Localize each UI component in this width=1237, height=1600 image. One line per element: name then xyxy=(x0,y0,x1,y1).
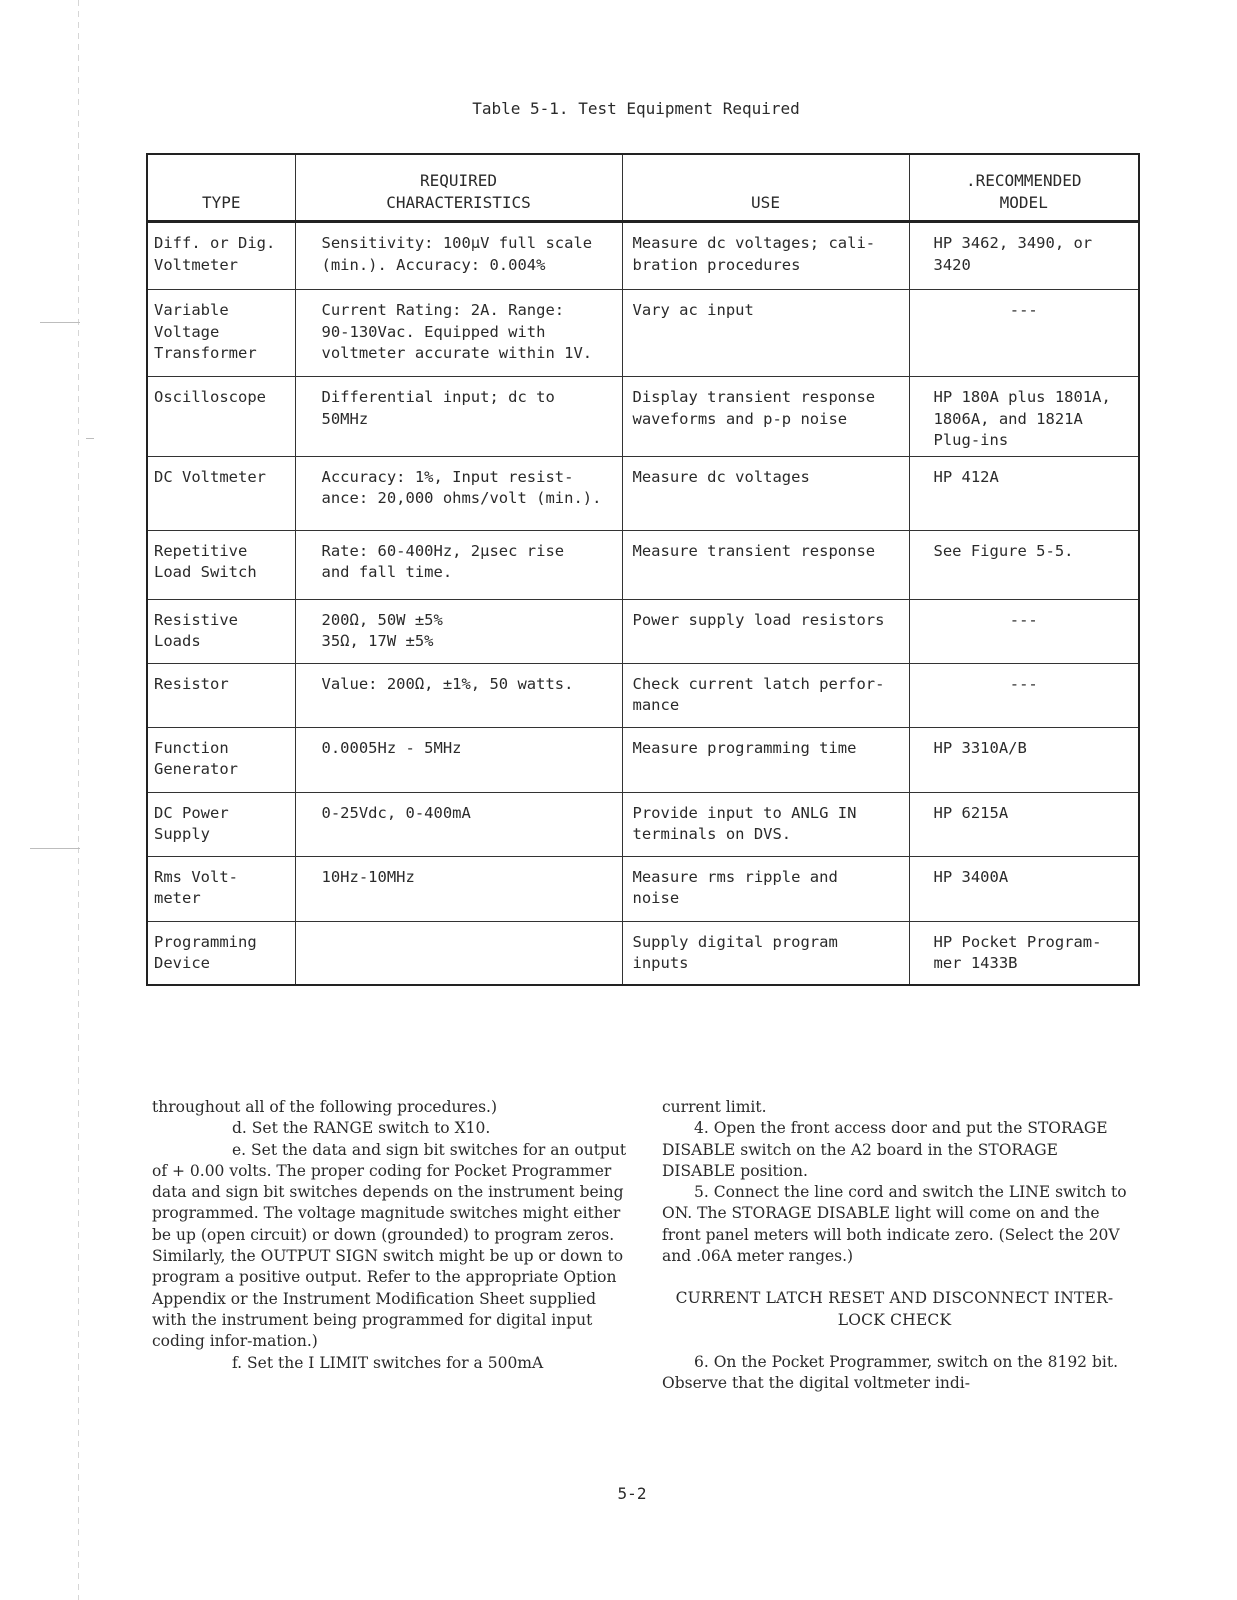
cell-characteristics: 0-25Vdc, 0-400mA xyxy=(295,792,622,856)
cell-use: Measure rms ripple and noise xyxy=(622,856,909,921)
paragraph: throughout all of the following procedures.) xyxy=(152,1098,498,1116)
cell-characteristics xyxy=(295,921,622,985)
cell-characteristics: 10Hz-10MHz xyxy=(295,856,622,921)
cell-type: DC Voltmeter xyxy=(147,456,295,530)
cell-model: HP 3462, 3490, or 3420 xyxy=(909,222,1139,290)
cell-type: Oscilloscope xyxy=(147,377,295,457)
paragraph: current limit. xyxy=(662,1098,767,1116)
paragraph: 5. Connect the line cord and switch the LINE switch to ON. The STORAGE DISABLE light will come on and the front panel meters will both indicate zero. (Select the 20V and .06A meter ranges.) xyxy=(662,1183,1127,1266)
cell-use: Provide input to ANLG IN terminals on DVS. xyxy=(622,792,909,856)
cell-type: DC Power Supply xyxy=(147,792,295,856)
cell-model: --- xyxy=(909,663,1139,727)
cell-use: Check current latch perfor- mance xyxy=(622,663,909,727)
cell-characteristics: Current Rating: 2A. Range: 90-130Vac. Equipped with voltmeter accurate within 1V. xyxy=(295,290,622,377)
cell-characteristics: Rate: 60-400Hz, 2µsec rise and fall time. xyxy=(295,530,622,599)
paragraph: 6. On the Pocket Programmer, switch on the 8192 bit. Observe that the digital voltmeter indi- xyxy=(662,1352,1119,1393)
cell-type: Repetitive Load Switch xyxy=(147,530,295,599)
cell-type: Diff. or Dig. Voltmeter xyxy=(147,222,295,290)
column-header-type: TYPE xyxy=(147,154,295,222)
cell-type: Resistive Loads xyxy=(147,599,295,663)
table-row xyxy=(147,663,1139,727)
cell-model: HP Pocket Program- mer 1433B xyxy=(909,921,1139,985)
cell-model: HP 412A xyxy=(909,456,1139,530)
cell-type: Resistor xyxy=(147,663,295,727)
cell-characteristics: Differential input; dc to 50MHz xyxy=(295,377,622,457)
cell-use: Power supply load resistors xyxy=(622,599,909,663)
cell-use: Supply digital program inputs xyxy=(622,921,909,985)
table-row xyxy=(147,599,1139,663)
cell-use: Measure programming time xyxy=(622,727,909,792)
cell-type: Programming Device xyxy=(147,921,295,985)
left-text-column xyxy=(152,1097,630,1374)
table-body xyxy=(147,222,1139,986)
scan-mark xyxy=(40,322,80,323)
cell-characteristics: 0.0005Hz - 5MHz xyxy=(295,727,622,792)
cell-type: Variable Voltage Transformer xyxy=(147,290,295,377)
cell-model: --- xyxy=(909,599,1139,663)
column-header-use: USE xyxy=(622,154,909,222)
page-number: 5-2 xyxy=(617,1484,647,1503)
table-row xyxy=(147,456,1139,530)
column-header-characteristics: REQUIRED CHARACTERISTICS xyxy=(295,154,622,222)
table-row xyxy=(147,222,1139,290)
scan-mark xyxy=(30,848,80,849)
cell-type: Rms Volt- meter xyxy=(147,856,295,921)
table-row xyxy=(147,856,1139,921)
column-header-model: .RECOMMENDED MODEL xyxy=(909,154,1139,222)
cell-characteristics: Sensitivity: 100µV full scale (min.). Accuracy: 0.004% xyxy=(295,222,622,290)
cell-model: HP 6215A xyxy=(909,792,1139,856)
cell-model: See Figure 5-5. xyxy=(909,530,1139,599)
cell-model: HP 180A plus 1801A, 1806A, and 1821A Plug-ins xyxy=(909,377,1139,457)
paragraph: e. Set the data and sign bit switches for an output of + 0.00 volts. The proper coding for Pocket Programmer data and sign bit switches depends on the instrument being programmed. The voltage magnitude switches might either be up (open circuit) or down (grounded) to program zeros. Similarly, the OUTPUT SIGN switch might be up or down to program a positive output. Refer to the appropriate Option Appendix or the Instrument Modification Sheet supplied with the instrument being programmed for digital input coding infor-mation.) xyxy=(152,1140,627,1351)
cell-characteristics: 200Ω, 50W ±5% 35Ω, 17W ±5% xyxy=(295,599,622,663)
table-row xyxy=(147,792,1139,856)
scan-mark xyxy=(86,438,94,439)
cell-model: HP 3400A xyxy=(909,856,1139,921)
paragraph: d. Set the RANGE switch to X10. xyxy=(232,1119,491,1138)
right-text-column xyxy=(662,1097,1127,1395)
table-title: Table 5-1. Test Equipment Required xyxy=(472,99,800,118)
table-row xyxy=(147,290,1139,377)
table-row xyxy=(147,377,1139,457)
table-row xyxy=(147,727,1139,792)
paragraph: 4. Open the front access door and put the STORAGE DISABLE switch on the A2 board in the STORAGE DISABLE position. xyxy=(662,1119,1108,1180)
table-row xyxy=(147,921,1139,985)
scan-edge-line xyxy=(78,0,79,1600)
paragraph: f. Set the I LIMIT switches for a 500mA xyxy=(232,1353,544,1372)
section-heading: CURRENT LATCH RESET AND DISCONNECT INTER-LOCK CHECK xyxy=(675,1289,1114,1329)
table-row xyxy=(147,530,1139,599)
table-header-row xyxy=(147,154,1139,222)
cell-characteristics: Value: 200Ω, ±1%, 50 watts. xyxy=(295,663,622,727)
cell-use: Measure transient response xyxy=(622,530,909,599)
test-equipment-table xyxy=(146,153,1140,986)
cell-type: Function Generator xyxy=(147,727,295,792)
cell-model: HP 3310A/B xyxy=(909,727,1139,792)
cell-use: Vary ac input xyxy=(622,290,909,377)
cell-use: Display transient response waveforms and p-p noise xyxy=(622,377,909,457)
cell-use: Measure dc voltages; cali- bration procedures xyxy=(622,222,909,290)
cell-use: Measure dc voltages xyxy=(622,456,909,530)
cell-characteristics: Accuracy: 1%, Input resist- ance: 20,000 ohms/volt (min.). xyxy=(295,456,622,530)
cell-model: --- xyxy=(909,290,1139,377)
